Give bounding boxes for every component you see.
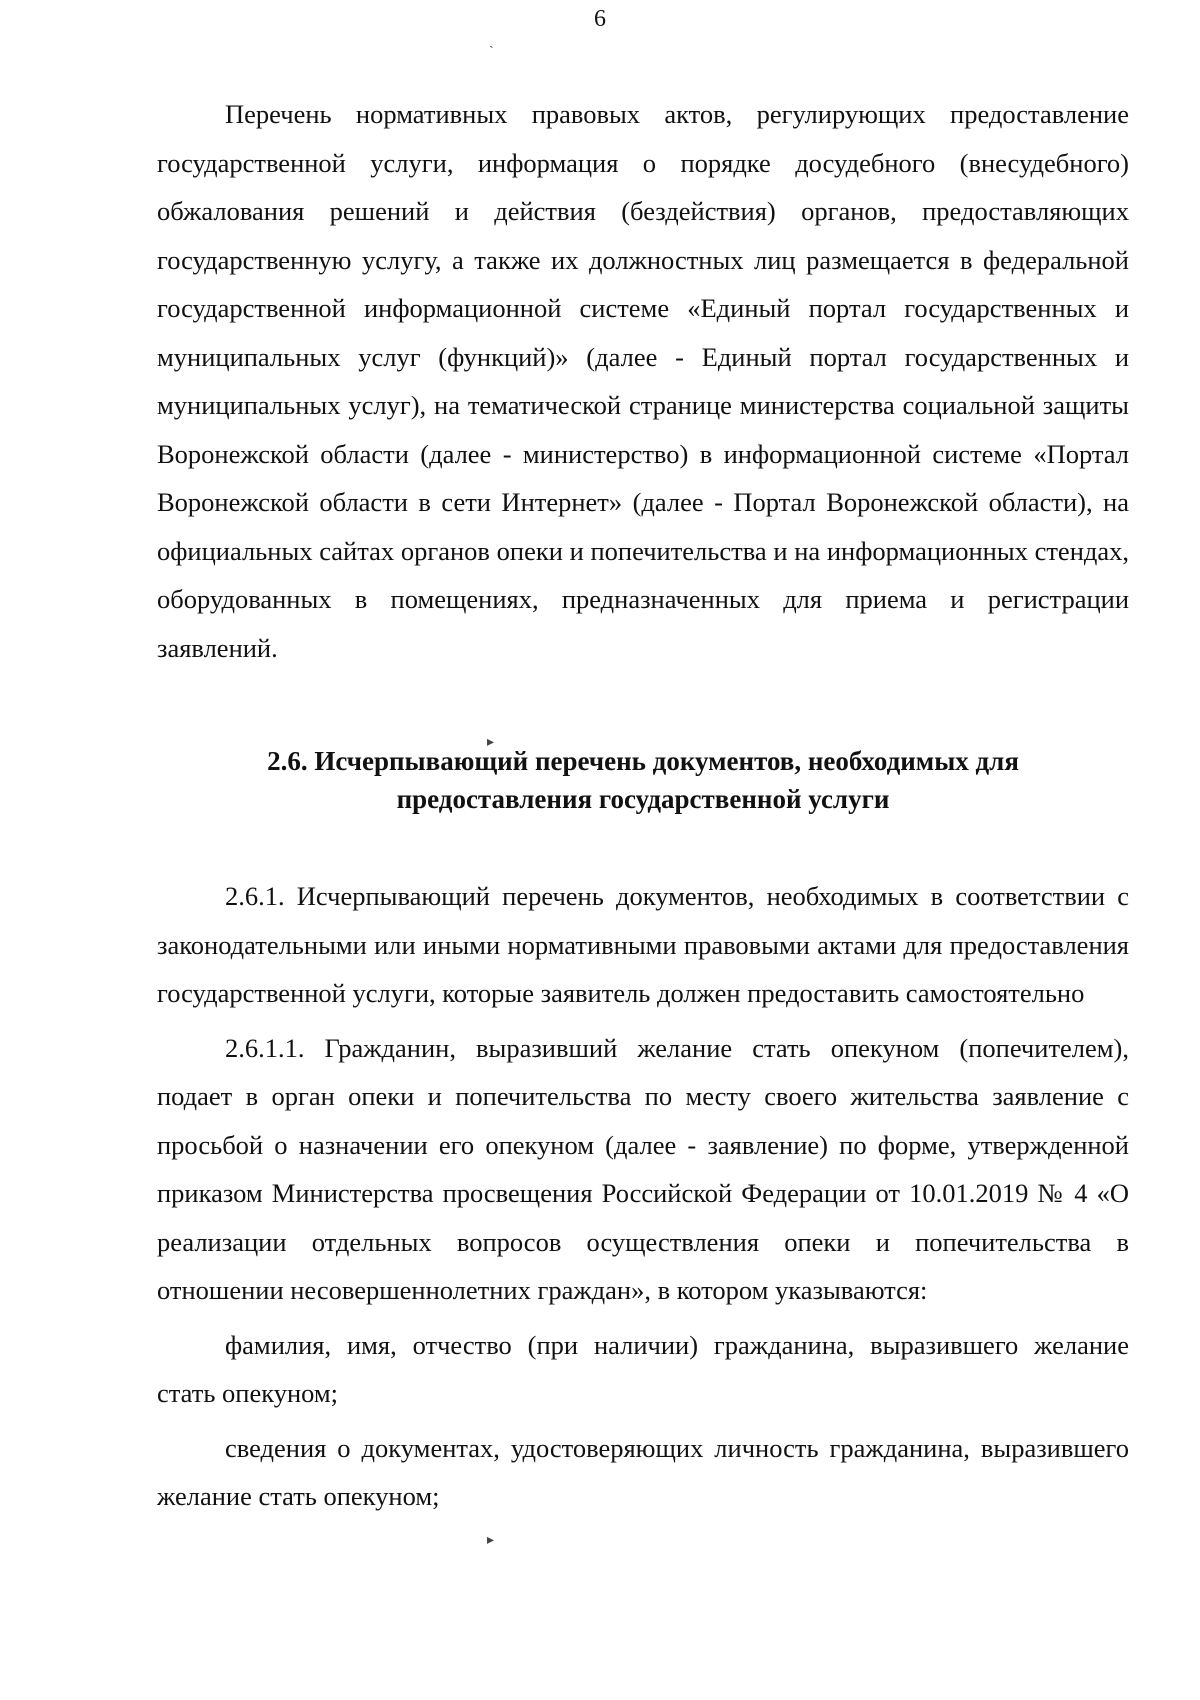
- scan-speck: ˎ: [489, 34, 494, 49]
- paragraph-2-6-1: 2.6.1. Исчерпывающий перечень документов, необходимых в соответствии с законодательными или иными нормативными правовыми актами для предоставления государственной услуги, которые заявитель должен предоставить самостоятельно: [157, 881, 1129, 1008]
- section-heading: 2.6. Исчерпывающий перечень документов, необходимых для предоставления государственной услуги: [267, 746, 1019, 814]
- document-body: [157, 90, 1129, 1521]
- paragraph-intro: Перечень нормативных правовых актов, регулирующих предоставление государственной услуги, информация о порядке досудебного (внесудебного) обжалования решений и действия (бездействия) органов, предоставляющих государственную услугу, а также их должностных лиц размещается в федеральной государственной информационной системе «Единый портал государственных и муниципальных услуг (функций)» (далее - Единый портал государственных и муниципальных услуг), на тематической странице министерства социальной защиты Воронежской области (далее - министерство) в информационной системе «Портал Воронежской области в сети Интернет» (далее - Портал Воронежской области), на официальных сайтах органов опеки и попечительства и на информационных стендах, оборудованных в помещениях, предназначенных для приема и регистрации заявлений.: [157, 99, 1129, 663]
- scan-speck: ▸: [487, 735, 495, 750]
- paragraph-2-6-1-1: 2.6.1.1. Гражданин, выразивший желание стать опекуном (попечителем), подает в орган опеки и попечительства по месту своего жительства заявление с просьбой о назначении его опекуном (далее - заявление) по форме, утвержденной приказом Министерства просвещения Российской Федерации от 10.01.2019 № 4 «О реализации отдельных вопросов осуществления опеки и попечительства в отношении несовершеннолетних граждан», в котором указываются:: [157, 1032, 1129, 1305]
- scan-speck: ▸: [487, 1533, 495, 1548]
- page-number: 6: [594, 6, 606, 32]
- list-item-fio: фамилия, имя, отчество (при наличии) гражданина, выразившего желание стать опекуном;: [157, 1329, 1129, 1408]
- list-item-identity-docs: сведения о документах, удостоверяющих личность гражданина, выразившего желание стать опекуном;: [157, 1432, 1129, 1511]
